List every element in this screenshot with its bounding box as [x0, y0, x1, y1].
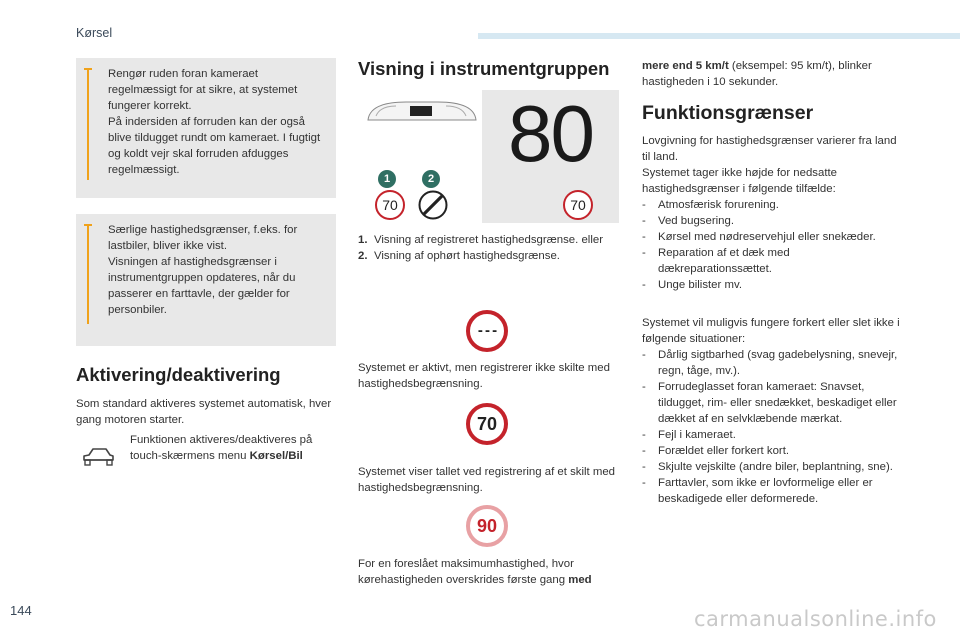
- text-speed-limit: Systemet viser tallet ved registrering af et skilt med hastighedsbegrænsning.: [358, 466, 616, 494]
- list-item: - Forældet eller forkert kort.: [642, 443, 904, 459]
- intro-line: Systemet tager ikke højde for nedsatte hastighedsgrænser i følgende tilfælde:: [642, 167, 838, 195]
- watermark: carmanualsonline.info: [694, 607, 937, 631]
- speed-limit-sign-panel: 70: [563, 190, 593, 220]
- callout-1: 1: [378, 170, 396, 188]
- sign-suggested-speed: 90: [466, 505, 508, 547]
- menu-text: Funktionen aktiveres/deaktiveres på touch-skærmens menu: [130, 434, 313, 462]
- list-item: - Dårlig sigtbarhed (svag gadebelysning, snevejr, regn, tåge, mv.).: [642, 347, 904, 379]
- text-suggested-speed: [358, 556, 620, 588]
- limitations-intro: [642, 133, 904, 293]
- text-no-limit: Systemet er aktivt, men registrerer ikke skilte med hastighedsbegrænsning.: [358, 362, 610, 390]
- malfunction-intro: Systemet vil muligvis fungere forkert eller slet ikke i følgende situationer:: [642, 317, 900, 345]
- suggested-text: For en foreslået maksimumhastighed, hvor kørehastigheden overskrides første gang: [358, 558, 574, 586]
- activation-text: Som standard aktiveres systemet automatisk, hver gang motoren starter.: [76, 398, 332, 426]
- note-line: Rengør ruden foran kameraet regelmæssigt for at sikre, at systemet fungerer korrekt.: [108, 68, 298, 112]
- callout-2: 2: [422, 170, 440, 188]
- note-line: Særlige hastighedsgrænser, f.eks. for lastbiler, bliver ikke vist.: [108, 224, 298, 252]
- list-item: 1. Visning af registreret hastighedsgrænse. eller: [358, 234, 603, 246]
- info-note-limits: [76, 214, 336, 346]
- note-line: Visningen af hastighedsgrænser i instrumentgruppen opdateres, når du passerer en farttavle, der gælder for personbiler.: [108, 256, 296, 316]
- display-title: Visning i instrumentgruppen: [358, 58, 610, 79]
- section-header: Kørsel: [76, 26, 113, 40]
- car-icon: [80, 446, 116, 468]
- info-icon: [87, 68, 89, 180]
- list-item: - Kørsel med nødreservehjul eller snekæder.: [642, 229, 904, 245]
- list-item: - Farttavler, som ikke er lovformelige eller er beskadigede eller deformerede.: [642, 475, 904, 507]
- page-number: 144: [10, 603, 32, 618]
- continuation-bold: mere end 5 km/t: [642, 60, 729, 72]
- continuation-rest: (eksempel: 95 km/t), blinker hastigheden i 10 sekunder.: [642, 60, 872, 88]
- limitations-list-1: [642, 197, 904, 293]
- instrument-cluster-icon: [366, 100, 478, 122]
- numbered-list: [358, 232, 618, 264]
- continuation-text: [642, 58, 902, 90]
- note-line: På indersiden af forruden kan der også blive tildugget rundt om kameraet. I fugtigt og koldt vejr skal forruden afdugges regelmæssigt.: [108, 116, 321, 176]
- sign-no-limit: - - -: [466, 310, 508, 352]
- activation-title: Aktivering/deaktivering: [76, 364, 281, 385]
- info-icon: [87, 224, 89, 324]
- speed-display-value: 80: [508, 89, 593, 178]
- list-item: - Skjulte vejskilte (andre biler, beplantning, sne).: [642, 459, 904, 475]
- list-item: - Ved bugsering.: [642, 213, 904, 229]
- list-item: - Unge bilister mv.: [642, 277, 904, 293]
- info-note-camera: [76, 58, 336, 198]
- header-bar: [478, 33, 960, 39]
- suggested-bold: med: [568, 574, 592, 586]
- list-item: - Fejl i kameraet.: [642, 427, 904, 443]
- activation-menu-text: [130, 432, 336, 464]
- limitations-list-2: [642, 347, 904, 507]
- sign-speed-limit: 70: [466, 403, 508, 445]
- limitations-title: Funktionsgrænser: [642, 102, 814, 124]
- list-item: 2. Visning af ophørt hastighedsgrænse.: [358, 250, 560, 262]
- list-item: - Forrudeglasset foran kameraet: Snavset, tildugget, rim- eller snedækket, beskadiget eller dækket af en selvklæbende mærkat.: [642, 379, 904, 427]
- menu-path: Kørsel/Bil: [249, 450, 303, 462]
- malfunction-section: [642, 315, 904, 507]
- end-of-limit-icon: [418, 190, 448, 220]
- intro-line: Lovgivning for hastighedsgrænser varierer fra land til land.: [642, 135, 897, 163]
- speed-limit-sign-small: 70: [375, 190, 405, 220]
- list-item: - Atmosfærisk forurening.: [642, 197, 904, 213]
- list-item: - Reparation af et dæk med dækreparationssættet.: [642, 245, 904, 277]
